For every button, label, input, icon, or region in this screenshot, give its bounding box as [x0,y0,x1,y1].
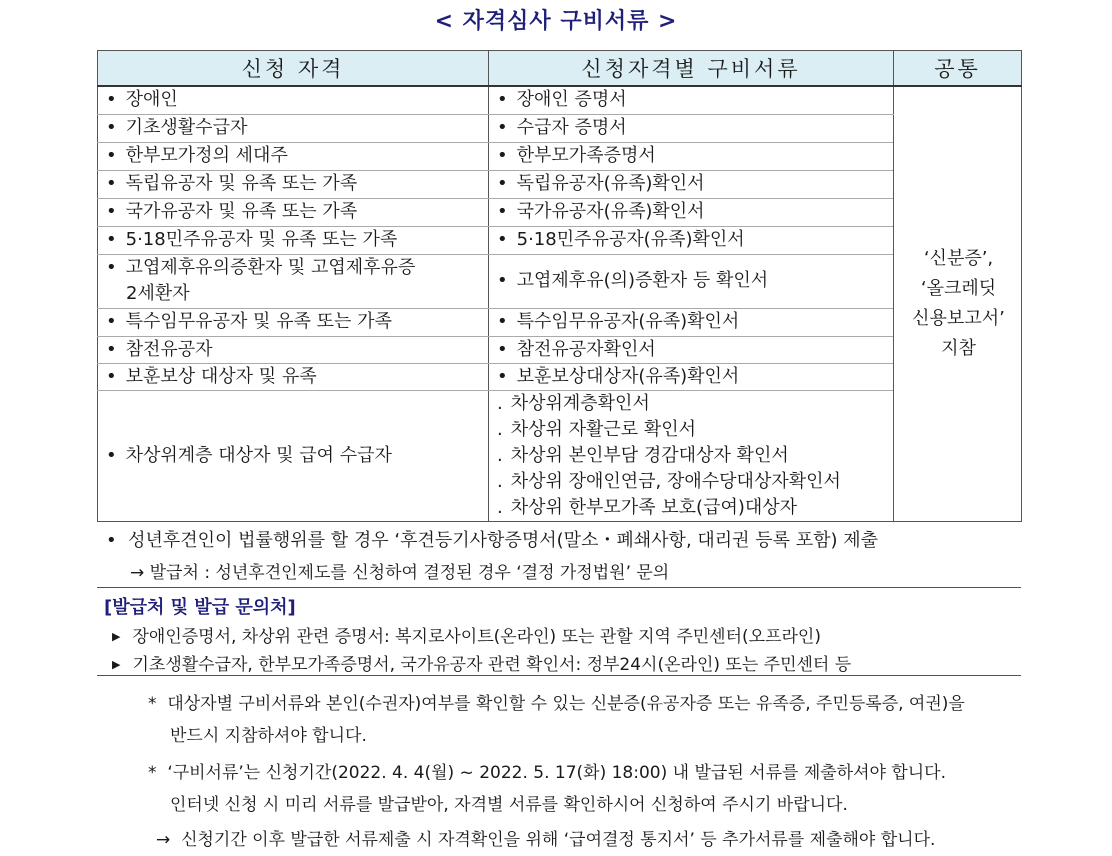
qualification-cell: • 참전유공자 [98,336,489,363]
triangle-right-icon: ▶ [112,630,121,643]
document-cell: • 장애인 증명서 [489,86,894,114]
guardian-note: • 성년후견인이 법률행위를 할 경우 ‘후견등기사항증명서(말소・폐쇄사항, 대리권 등록 포함) 제출 [106,530,879,551]
divider [97,675,1021,676]
qualification-cell: • 특수임무유공자 및 유족 또는 가족 [98,308,489,336]
document-cell: • 국가유공자(유족)확인서 [489,198,894,226]
issuer-item: ▶ 기초생활수급자, 한부모가족증명서, 국가유공자 관련 확인서: 정부24시(온라인) 또는 주민센터 등 [112,655,852,675]
table-row [98,198,1022,226]
table-row [98,142,1022,170]
table-row [98,86,1022,114]
qualification-cell: • 국가유공자 및 유족 또는 가족 [98,198,489,226]
issuer-heading: [발급처 및 발급 문의처] [104,597,296,618]
document-cell: . 차상위계층확인서 . 차상위 자활근로 확인서 . 차상위 본인부담 경감대상자 확인서 . 차상위 장애인연금, 장애수당대상자확인서 . 차상위 한부모가족 보호(급여)대상자 [489,390,894,521]
document-cell: • 참전유공자확인서 [489,336,894,363]
table-row [98,226,1022,254]
qualification-cell: • 차상위계층 대상자 및 급여 수급자 [98,390,489,521]
document-cell: • 고엽제후유(의)증환자 등 확인서 [489,254,894,308]
table-row [98,390,1022,521]
divider [97,587,1021,588]
note-period: * ‘구비서류’는 신청기간(2022. 4. 4(월) ~ 2022. 5. 17(화) 18:00) 내 발급된 서류를 제출하셔야 합니다. 인터넷 신청 시 미리 서류를 발급받아, 자격별 서류를 확인하시어 신청하여 주시기 바랍니다. [148,763,946,815]
document-cell: • 독립유공자(유족)확인서 [489,170,894,198]
header-common: 공통 [894,51,1022,87]
note-late-issue: → 신청기간 이후 발급한 서류제출 시 자격확인을 위해 ‘급여결정 통지서’ 등 추가서류를 제출해야 합니다. [156,830,936,850]
table-row [98,363,1022,390]
header-documents: 신청자격별 구비서류 [489,51,894,87]
page-title: < 자격심사 구비서류 > [434,9,678,34]
qualification-cell: • 고엽제후유의증환자 및 고엽제후유증 2세환자 [98,254,489,308]
note-identification: * 대상자별 구비서류와 본인(수권자)여부를 확인할 수 있는 신분증(유공자증 또는 유족증, 주민등록증, 여권)을 반드시 지참하셔야 합니다. [148,694,965,746]
table-row [98,114,1022,142]
qualification-cell: • 장애인 [98,86,489,114]
document-cell: • 한부모가족증명서 [489,142,894,170]
table-row [98,254,1022,308]
document-cell: • 특수임무유공자(유족)확인서 [489,308,894,336]
document-cell: • 보훈보상대상자(유족)확인서 [489,363,894,390]
header-qualification: 신청 자격 [98,51,489,87]
document-cell: • 수급자 증명서 [489,114,894,142]
qualification-cell: • 보훈보상 대상자 및 유족 [98,363,489,390]
table-row [98,336,1022,363]
requirements-table [97,50,1022,522]
common-cell: ‘신분증’, ‘올크레딧 신용보고서’ 지참 [894,86,1022,521]
qualification-cell: • 한부모가정의 세대주 [98,142,489,170]
qualification-cell: • 5·18민주유공자 및 유족 또는 가족 [98,226,489,254]
document-cell: • 5·18민주유공자(유족)확인서 [489,226,894,254]
bullet: • [106,530,129,551]
guardian-issuer: → 발급처 : 성년후견인제도를 신청하여 결정된 경우 ‘결정 가정법원’ 문의 [130,563,670,583]
issuer-item: ▶ 장애인증명서, 차상위 관련 증명서: 복지로사이트(온라인) 또는 관할 지역 주민센터(오프라인) [112,627,821,647]
triangle-right-icon: ▶ [112,658,121,671]
qualification-cell: • 독립유공자 및 유족 또는 가족 [98,170,489,198]
qualification-cell: • 기초생활수급자 [98,114,489,142]
table-row [98,170,1022,198]
table-row [98,308,1022,336]
table-header-row [98,51,1022,87]
